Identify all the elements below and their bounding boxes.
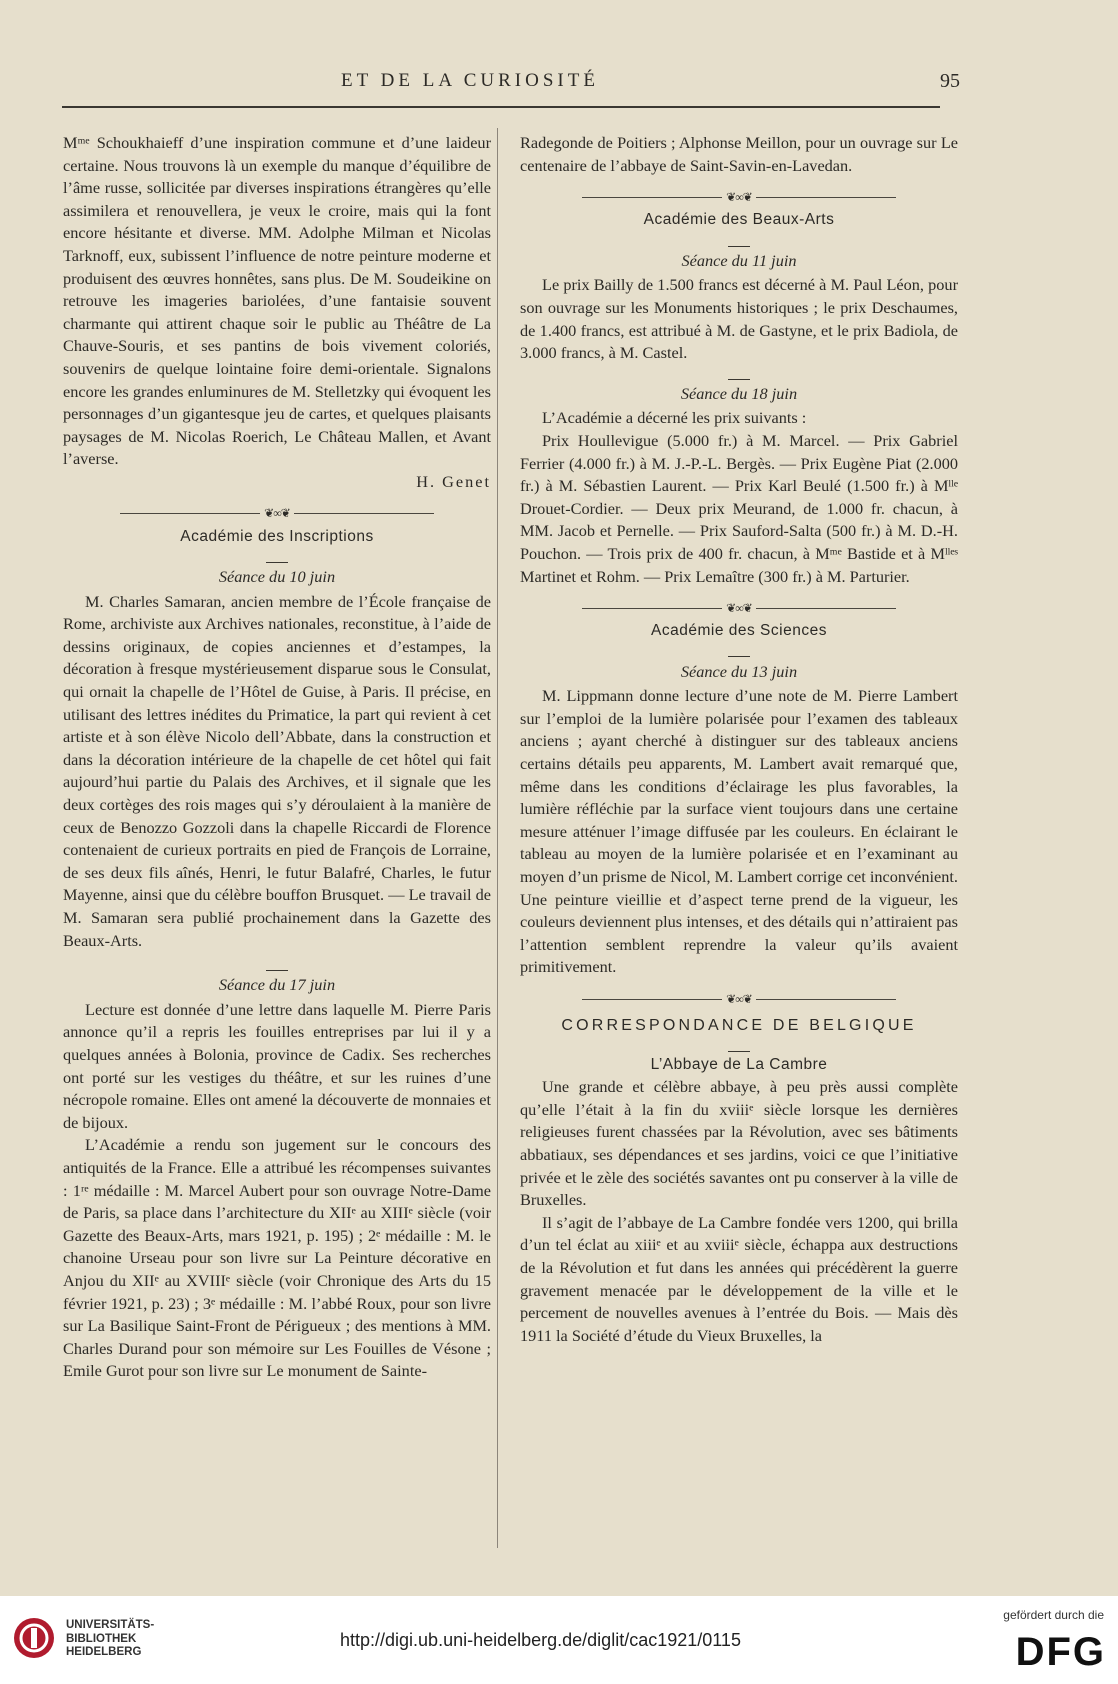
- viewer-footer: [0, 1596, 1118, 1684]
- session-date: Séance du 10 juin: [218, 567, 336, 587]
- section-title: L’Abbaye de La Cambre: [650, 1055, 828, 1073]
- paragraph: Il s’agit de l’abbaye de La Cambre fondée vers 1200, qui brilla d’un tel éclat au xiiiᵉ et au xviiiᵉ siècle, échappa aux destructions de la Révolution et fut dans les années qui précédèrent la guerre gravement menacée par le développement de la ville et le percement de nouvelles avenues à l’entrée du Bois. — Mais dès 1911 la Société d’étude du Vieux Bruxelles, la: [520, 1212, 958, 1345]
- paragraph: Radegonde de Poitiers ; Alphonse Meillon, pour un ouvrage sur Le centenaire de l’abbaye de Saint-Savin-en-Lavedan.: [520, 133, 958, 175]
- paragraph: Prix Houllevigue (5.000 fr.) à M. Marcel. — Prix Gabriel Ferrier (4.000 fr.) à M. J.-P.-L. Bergès. — Prix Eugène Piat (2.000 fr.) à M. Sébastien Laurent. — Prix Karl Beulé (1.500 fr.) à Mˡˡᵉ Drouet-Cordier. — Deux prix Meurand, de 1.000 fr. chacun, à MM. Jacob et Pernelle. — Prix Sauford-Salta (500 fr.) à M. D.-H. Pouchon. — Trois prix de 400 fr. chacun, à Mᵐᵉ Bastide et à Mˡˡᵉˢ Martinet et Rohm. — Prix Lemaître (300 fr.) à M. Parturier.: [520, 430, 958, 586]
- session-date: Séance du 11 juin: [681, 250, 797, 270]
- library-name: UNIVERSITÄTS- BIBLIOTHEK HEIDELBERG: [66, 1619, 155, 1658]
- paragraph: M. Charles Samaran, ancien membre de l’École française de Rome, archiviste aux Archives nationales, reconstitue, à l’aide de dessins originaux, de copies anciennes et d’estampes, la décoration à fresque mystérieusement disparue sous le Consulat, qui ornait la chapelle de l’Hôtel de Guise, à Paris. Il précise, en utilisant des lettres inédites du Primatice, la part qui revient à cet artiste et à son élève Nicolo dell’Abbate, dans la construction et dans la décoration intérieure de la chapelle de cet hôtel qui fait aujourd’hui partie du Palais des Archives, et il signale que les deux cortèges des rois mages qui s’y déroulaient à la manière de ceux de Benozzo Gozzoli dans la chapelle Riccardi de Florence contenaient de curieux portraits en pied de François de Lorraine, de ses deux fils aînés, Henri, le futur Balafré, Charles, le futur Mayenne, ainsi que du célèbre bouffon Brusquet. — Le travail de M. Samaran sera publié prochainement dans la Gazette des Beaux-Arts.: [63, 591, 491, 950]
- permalink[interactable]: http://digi.ub.uni-heidelberg.de/diglit/cac1921/0115: [340, 1630, 741, 1650]
- paragraph: Mᵐᵉ Schoukhaieff d’une inspiration commune et d’une laideur certaine. Nous trouvons là un exemple du manque d’équilibre de l’âme russe, sollicitée par diverses inspirations étrangères qu’elle assimilera et renouvellera, je veux le croire, mais qui la font encore hésitante et diverse. MM. Adolphe Milman et Nicolas Tarknoff, eux, subissent l’influence de notre peinture moderne et produisent des œuvres honnêtes, sans plus. De M. Soudeikine on retrouve les imageries bariolées, d’une fantaisie souvent charmante qui attirent chaque soir le public au Théâtre de La Chauve-Souris, et ses pantins de bois vivement coloriés, souvenirs de quelque lointaine foire demi-orientale. Signalons encore les grandes enluminures de M. Stelletzky qui évoquent les personnages d’un gigantesque jeu de cartes, et quelques plaisants paysages de M. Nicolas Roerich, Le Château Mallen, et Avant l’averse.: [63, 133, 491, 469]
- section-title: Académie des Beaux-Arts: [643, 211, 835, 229]
- paragraph: M. Lippmann donne lecture d’une note de M. Pierre Lambert sur l’emploi de la lumière polarisée pour l’examen des tableaux anciens ; ayant cherché à distinguer sur des tableaux anciens certains détails peu apparents, M. Lambert avait remarqué que, même dans les conditions d’éclairage les plus favorables, la lumière réfléchie par la surface vient toujours dans une certaine mesure atténuer l’image diffusée par les couleurs. En éclairant le tableau au moyen de la lumière polarisée et en l’examinant au moyen d’un prisme de Nicol, M. Lambert corrige cet inconvénient. Une peinture vieillie et d’aspect terne prend de la vigueur, les couleurs deviennent plus intenses, et des détails qui n’attiraient pas l’attention semblent reprendre la valeur qu’ils avaient primitivement.: [520, 686, 958, 977]
- header-title: ET DE LA CURIOSITÉ: [341, 70, 599, 91]
- ornament-divider: ❦∞❦: [520, 185, 958, 199]
- left-column: [63, 132, 491, 1383]
- section-title: Académie des Inscriptions: [180, 527, 374, 545]
- page-number: 95: [940, 70, 960, 92]
- right-column: [520, 132, 958, 1347]
- session-date: Séance du 17 juin: [218, 975, 336, 995]
- ornament-divider: ❦∞❦: [520, 987, 958, 1001]
- paragraph: Lecture est donnée d’une lettre dans laquelle M. Pierre Paris annonce qu’il a repris les fouilles entreprises par lui il y a quelques années à Bolonia, province de Cadix. Ses recherches ont porté sur les vestiges du théâtre, et sur les ruines d’une nécropole romaine. Elles ont amené la découverte de monnaies et de bijoux.: [63, 999, 491, 1132]
- short-rule: [63, 550, 491, 564]
- short-rule: [63, 958, 491, 972]
- paragraph: Une grande et célèbre abbaye, à peu près aussi complète qu’elle l’était à la fin du xviiiᵉ siècle lorsque les dernières religieuses furent chassées par la Révolution, avec ses bâtiments abbatiaux, ses dépendances et ses jardins, voici ce que l’initiative privée et le zèle des sociétés savantes ont pu conserver à la ville de Bruxelles.: [520, 1077, 958, 1210]
- short-rule: [520, 234, 958, 248]
- session-date: Séance du 13 juin: [680, 661, 798, 681]
- chapter-title: CORRESPONDANCE DE BELGIQUE: [561, 1017, 917, 1034]
- paragraph: Le prix Bailly de 1.500 francs est décerné à M. Paul Léon, pour son ouvrage sur les Monuments historiques ; le prix Deschaumes, de 1.400 francs, est attribué à M. de Gastyne, et le prix Badiola, de 3.000 francs, à M. Castel.: [520, 275, 958, 363]
- section-title: Académie des Sciences: [651, 622, 827, 640]
- ornament-divider: ❦∞❦: [63, 502, 491, 516]
- session-date: Séance du 18 juin: [680, 383, 798, 403]
- column-divider: [497, 128, 498, 1548]
- short-rule: [520, 645, 958, 659]
- funding-note: gefördert durch die: [1003, 1608, 1104, 1622]
- paragraph: L’Académie a rendu son jugement sur le concours des antiquités de la France. Elle a attribué les récompenses suivantes : 1ʳᵉ médaille : M. Marcel Aubert pour son ouvrage Notre-Dame de Paris, sa place dans l’architecture du XIIᵉ au XIIIᵉ siècle (voir Gazette des Beaux-Arts, mars 1921, p. 195) ; 2ᵉ médaille : M. le chanoine Urseau pour son livre sur La Peinture décorative en Anjou du XIIᵉ au XVIIIᵉ siècle (voir Chronique des Arts du 15 février 1921, p. 23) ; 3ᵉ médaille : M. l’abbé Roux, pour son livre sur La Basilique Saint-Front de Périgueux ; des mentions à MM. Charles Durand pour son mémoire sur Les Fouilles de Vésone ; Emile Gurot pour son livre sur Le monument de Sainte-: [63, 1135, 491, 1381]
- library-seal-icon: [12, 1616, 56, 1660]
- header-rule: [62, 106, 940, 108]
- ornament-divider: ❦∞❦: [520, 596, 958, 610]
- dfg-logo: DFG: [1015, 1630, 1106, 1674]
- paragraph: L’Académie a décerné les prix suivants :: [542, 408, 807, 428]
- short-rule: [520, 367, 958, 381]
- running-header: [60, 66, 960, 96]
- signature: H. Genet: [416, 471, 491, 491]
- short-rule: [520, 1040, 958, 1054]
